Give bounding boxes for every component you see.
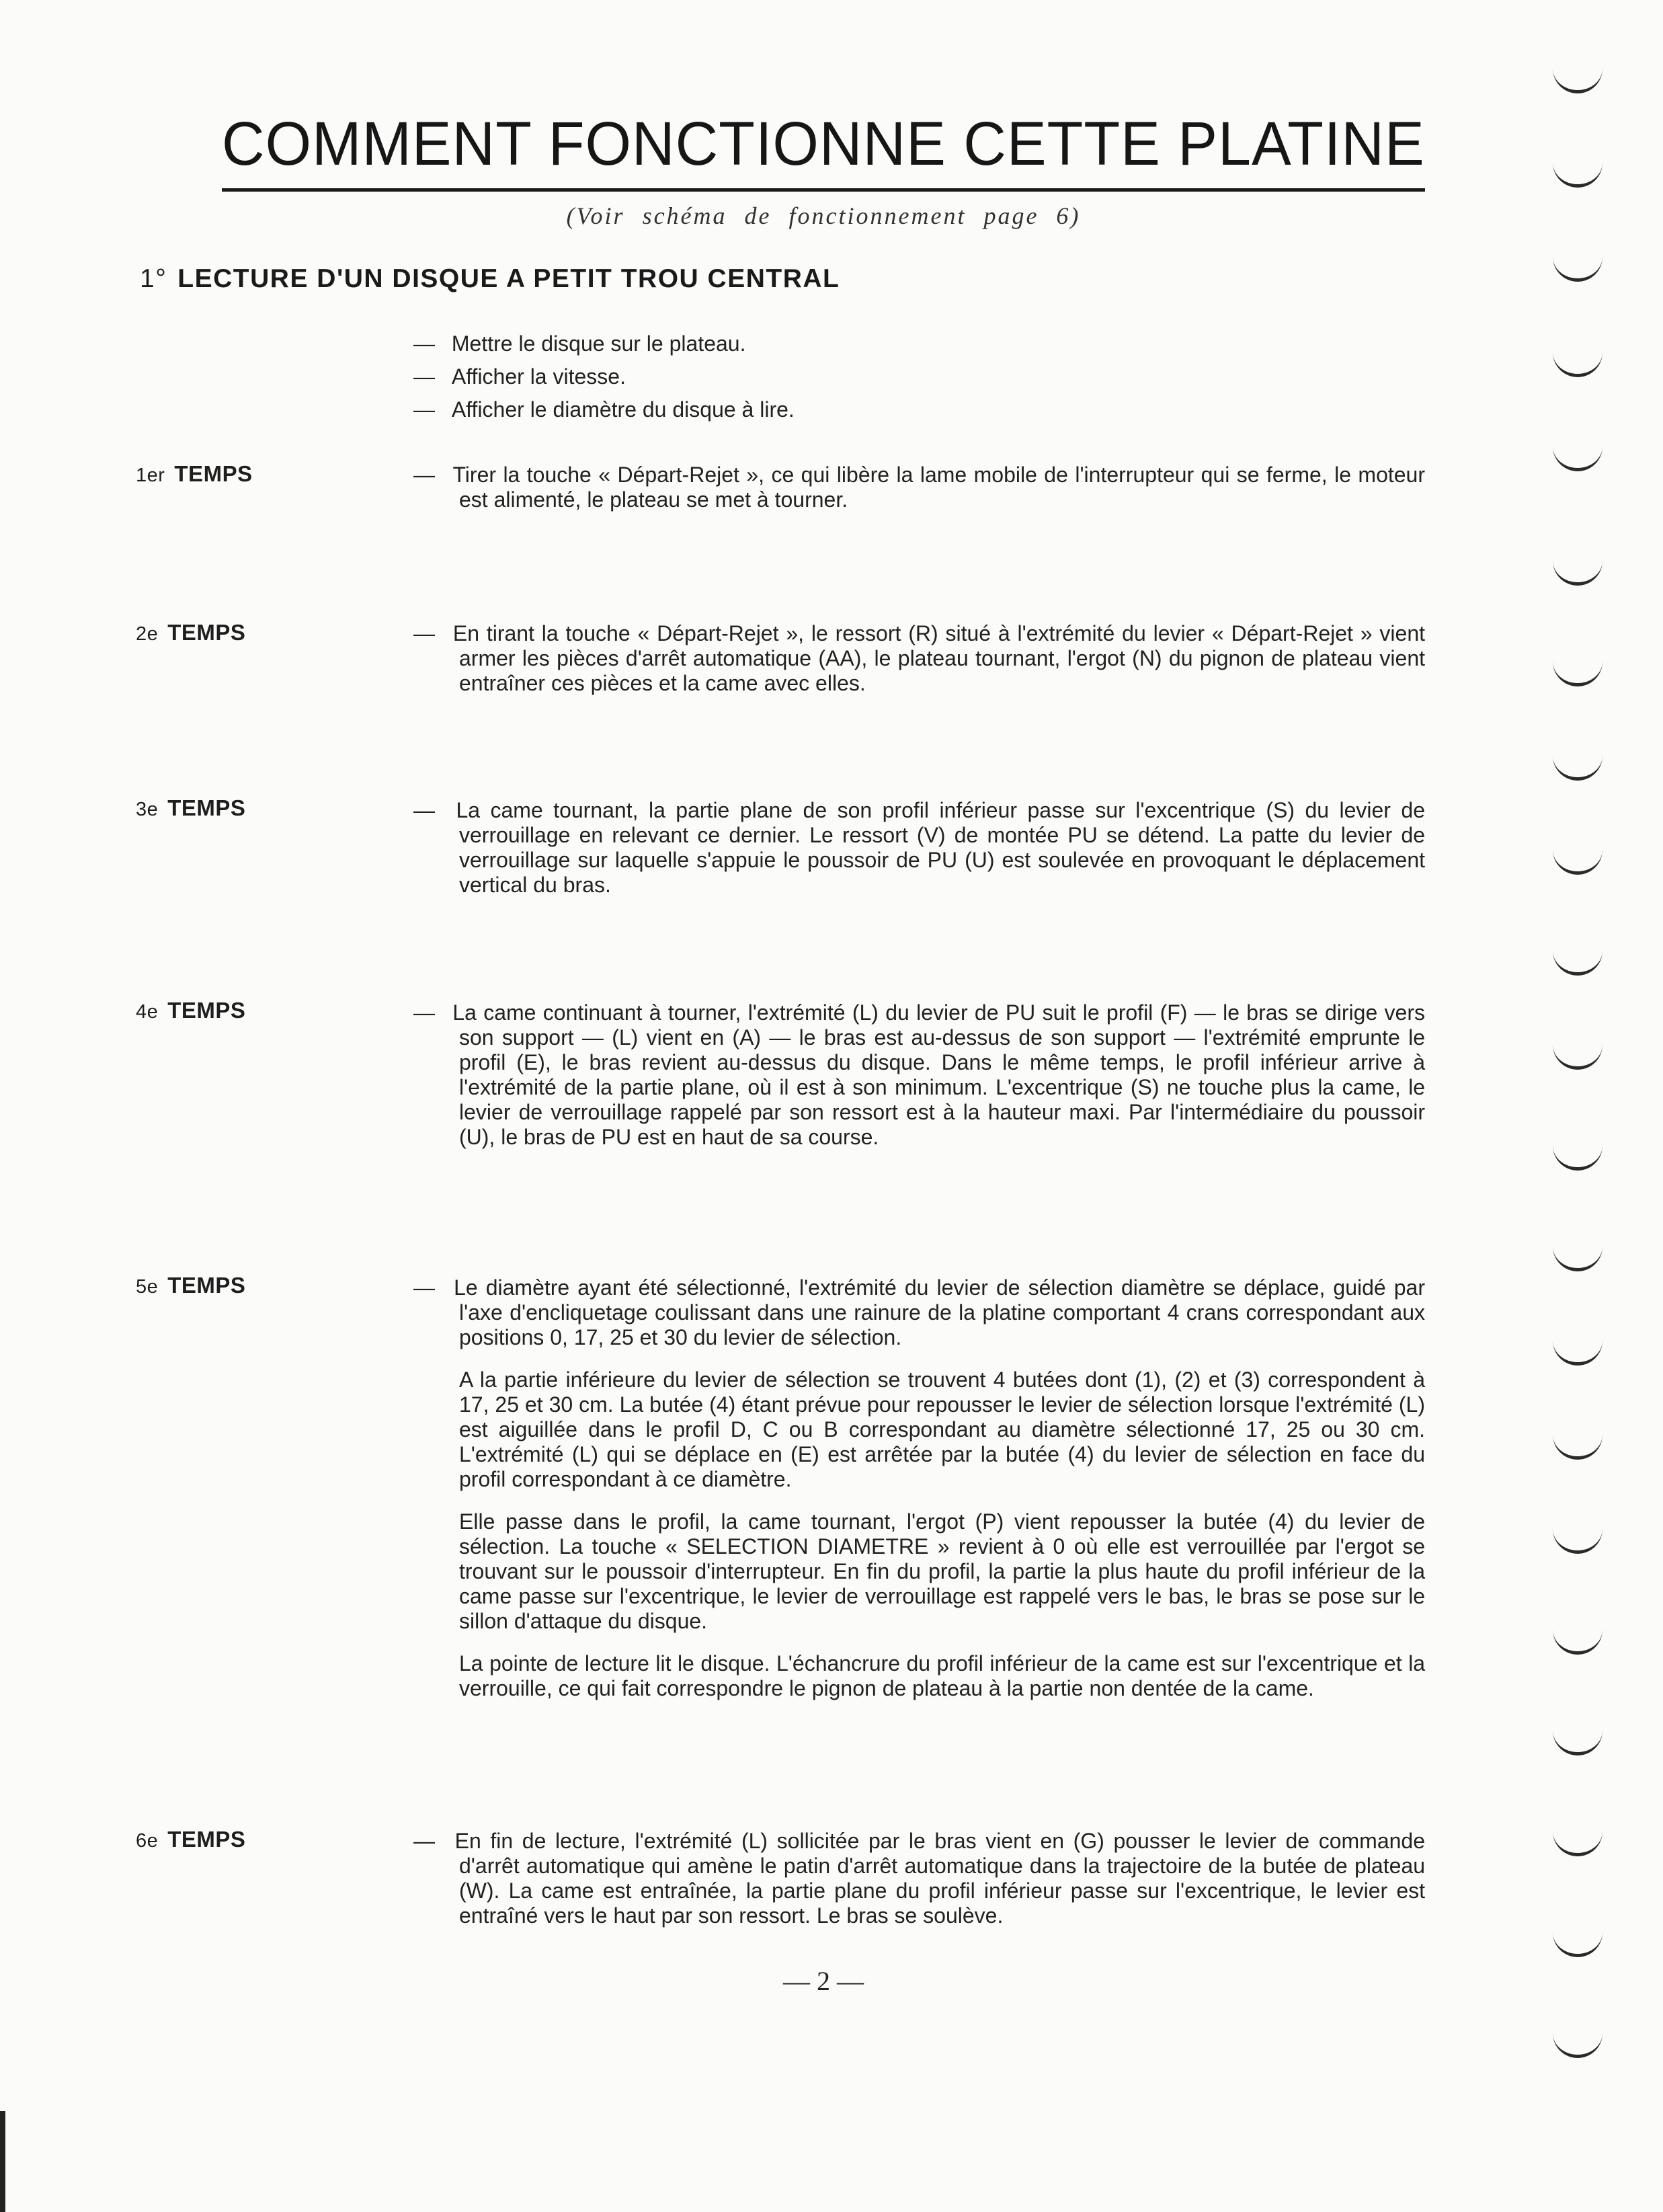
title-underline (222, 188, 1425, 192)
step-paragraph: — Le diamètre ayant été sélectionné, l'extrémité du levier de sélection diamètre se déplace, guidé par l'axe d'encliquetage coulissant dans une rainure de la platine comportant 4 crans correspondant aux positions 0, 17, 25 et 30 du levier de sélection. (413, 1275, 1425, 1350)
step-ordinal: 5e (136, 1276, 159, 1298)
intro-item: — Mettre le disque sur le plateau. (413, 331, 1425, 356)
intro-instructions (413, 331, 1425, 430)
page-number: — 2 — (783, 1966, 864, 1996)
binder-ring-mark (1553, 1029, 1603, 1070)
step-4-label (136, 998, 245, 1023)
page-title: COMMENT FONCTIONNE CETTE PLATINE (222, 110, 1425, 178)
step-paragraph: — En tirant la touche « Départ-Rejet », le ressort (R) situé à l'extrémité du levier « Départ-Rejet » vient armer les pièces d'arrêt automatique (AA), le plateau tournant, l'ergot (N) du pignon de plateau vient entraîner ces pièces et la came avec elles. (413, 621, 1425, 696)
section-number: 1° (140, 264, 167, 293)
binder-ring-mark (1553, 147, 1603, 188)
binder-ring-mark (1553, 1714, 1603, 1755)
step-3-text (413, 798, 1425, 915)
step-paragraph: La pointe de lecture lit le disque. L'échancrure du profil inférieur de la came est sur l'excentrique et la verrouille, ce qui fait correspondre le pignon de plateau à la partie non dentée de la came. (459, 1651, 1425, 1700)
step-6-label (136, 1827, 245, 1852)
binder-ring-mark (1553, 545, 1603, 586)
step-paragraph: Elle passe dans le profil, la came tournant, l'ergot (P) vient repousser la butée (4) du levier de sélection. La touche « SELECTION DIAMETRE » revient à 0 où elle est verrouillée par l'ergot se trouvant sur le poussoir d'interrupteur. En fin du profil, la partie la plus haute du profil inférieur de la came passe sur l'excentrique, le levier de verrouillage est rappelé vers le bas, le bras se pose sur le sillon d'attaque du disque. (459, 1509, 1425, 1633)
binder-ring-mark (1553, 834, 1603, 875)
section-title: LECTURE D'UN DISQUE A PETIT TROU CENTRAL (177, 264, 840, 293)
binder-ring-mark (1553, 1130, 1603, 1171)
binder-ring-mark (1553, 645, 1603, 686)
step-paragraph: — En fin de lecture, l'extrémité (L) sollicitée par le bras vient en (G) pousser le levier de commande d'arrêt automatique qui amène le patin d'arrêt automatique dans la trajectoire de la butée de plateau (W). La came est entraînée, la partie plane du profil inférieur passe sur l'excentrique, le levier est entraîné vers le haut par son ressort. Le bras se soulève. (413, 1829, 1425, 1928)
binder-ring-mark (1553, 1916, 1603, 1957)
intro-item: — Afficher la vitesse. (413, 364, 1425, 389)
binder-ring-mark (1553, 1614, 1603, 1655)
step-paragraph: — La came continuant à tourner, l'extrémité (L) du levier de PU suit le profil (F) — le bras se dirige vers son support — (L) vient en (A) — le bras est au-dessus de son support — l'extrémité emprunte le profil (E), le bras revient au-dessus du disque. Dans le même temps, le profil inférieur arrive à l'extrémité de la partie plane, où il est à son minimum. L'excentrique (S) ne touche plus la came, le levier de verrouillage rappelé par son ressort est à la hauteur maxi. Par l'intermédiaire du poussoir (U), le bras de PU est en haut de sa course. (413, 1000, 1425, 1150)
binder-rings (1546, 0, 1627, 2212)
step-word: TEMPS (167, 998, 246, 1023)
section-heading (140, 264, 840, 294)
step-3-label (136, 795, 245, 821)
step-2-label (136, 620, 245, 645)
step-4-text (413, 1000, 1425, 1167)
intro-item: — Afficher le diamètre du disque à lire. (413, 397, 1425, 422)
step-ordinal: 6e (136, 1830, 159, 1852)
binder-ring-mark (1553, 2017, 1603, 2058)
step-word: TEMPS (167, 795, 246, 820)
step-ordinal: 4e (136, 1001, 159, 1023)
step-ordinal: 1er (136, 465, 165, 486)
binder-ring-mark (1553, 740, 1603, 781)
step-word: TEMPS (167, 1273, 246, 1298)
binder-ring-mark (1553, 52, 1603, 93)
binder-ring-mark (1553, 336, 1603, 377)
step-paragraph: A la partie inférieure du levier de sélection se trouvent 4 butées dont (1), (2) et (3) correspondent à 17, 25 et 30 cm. La butée (4) étant prévue pour repousser le levier de sélection lorsque l'extrémité (L) est aiguillée dans le profil D, C ou B correspondant au diamètre sélectionné 17, 25 ou 30 cm. L'extrémité (L) qui se déplace en (E) est arrêtée par la butée (4) du levier de sélection en face du profil correspondant à ce diamètre. (459, 1368, 1425, 1491)
binder-ring-mark (1553, 430, 1603, 471)
step-paragraph: — La came tournant, la partie plane de son profil inférieur passe sur l'excentrique (S) du levier de verrouillage en relevant ce dernier. Le ressort (V) de montée PU se détend. La patte du levier de verrouillage sur laquelle s'appuie le poussoir de PU (U) est soulevée en provoquant le déplacement vertical du bras. (413, 798, 1425, 898)
step-word: TEMPS (174, 461, 253, 486)
step-paragraph: — Tirer la touche « Départ-Rejet », ce qui libère la lame mobile de l'interrupteur qui se ferme, le moteur est alimenté, le plateau se met à tourner. (413, 463, 1425, 512)
binder-ring-mark (1553, 1325, 1603, 1366)
binder-ring-mark (1553, 1513, 1603, 1554)
binder-ring-mark (1553, 935, 1603, 976)
step-5-text (413, 1275, 1425, 1719)
page-subtitle: (Voir schéma de fonctionnement page 6) (566, 202, 1081, 229)
binder-ring-mark (1553, 1230, 1603, 1271)
step-word: TEMPS (167, 1827, 246, 1852)
step-6-text (413, 1829, 1425, 1946)
step-2-text (413, 621, 1425, 713)
binder-ring-mark (1553, 241, 1603, 282)
scan-edge-mark (0, 2111, 5, 2212)
binder-ring-mark (1553, 1419, 1603, 1460)
step-1-text (413, 463, 1425, 530)
step-word: TEMPS (167, 620, 246, 645)
step-5-label (136, 1273, 245, 1298)
step-ordinal: 3e (136, 799, 159, 820)
binder-ring-mark (1553, 1815, 1603, 1856)
step-ordinal: 2e (136, 623, 159, 645)
step-1-label (136, 461, 253, 487)
